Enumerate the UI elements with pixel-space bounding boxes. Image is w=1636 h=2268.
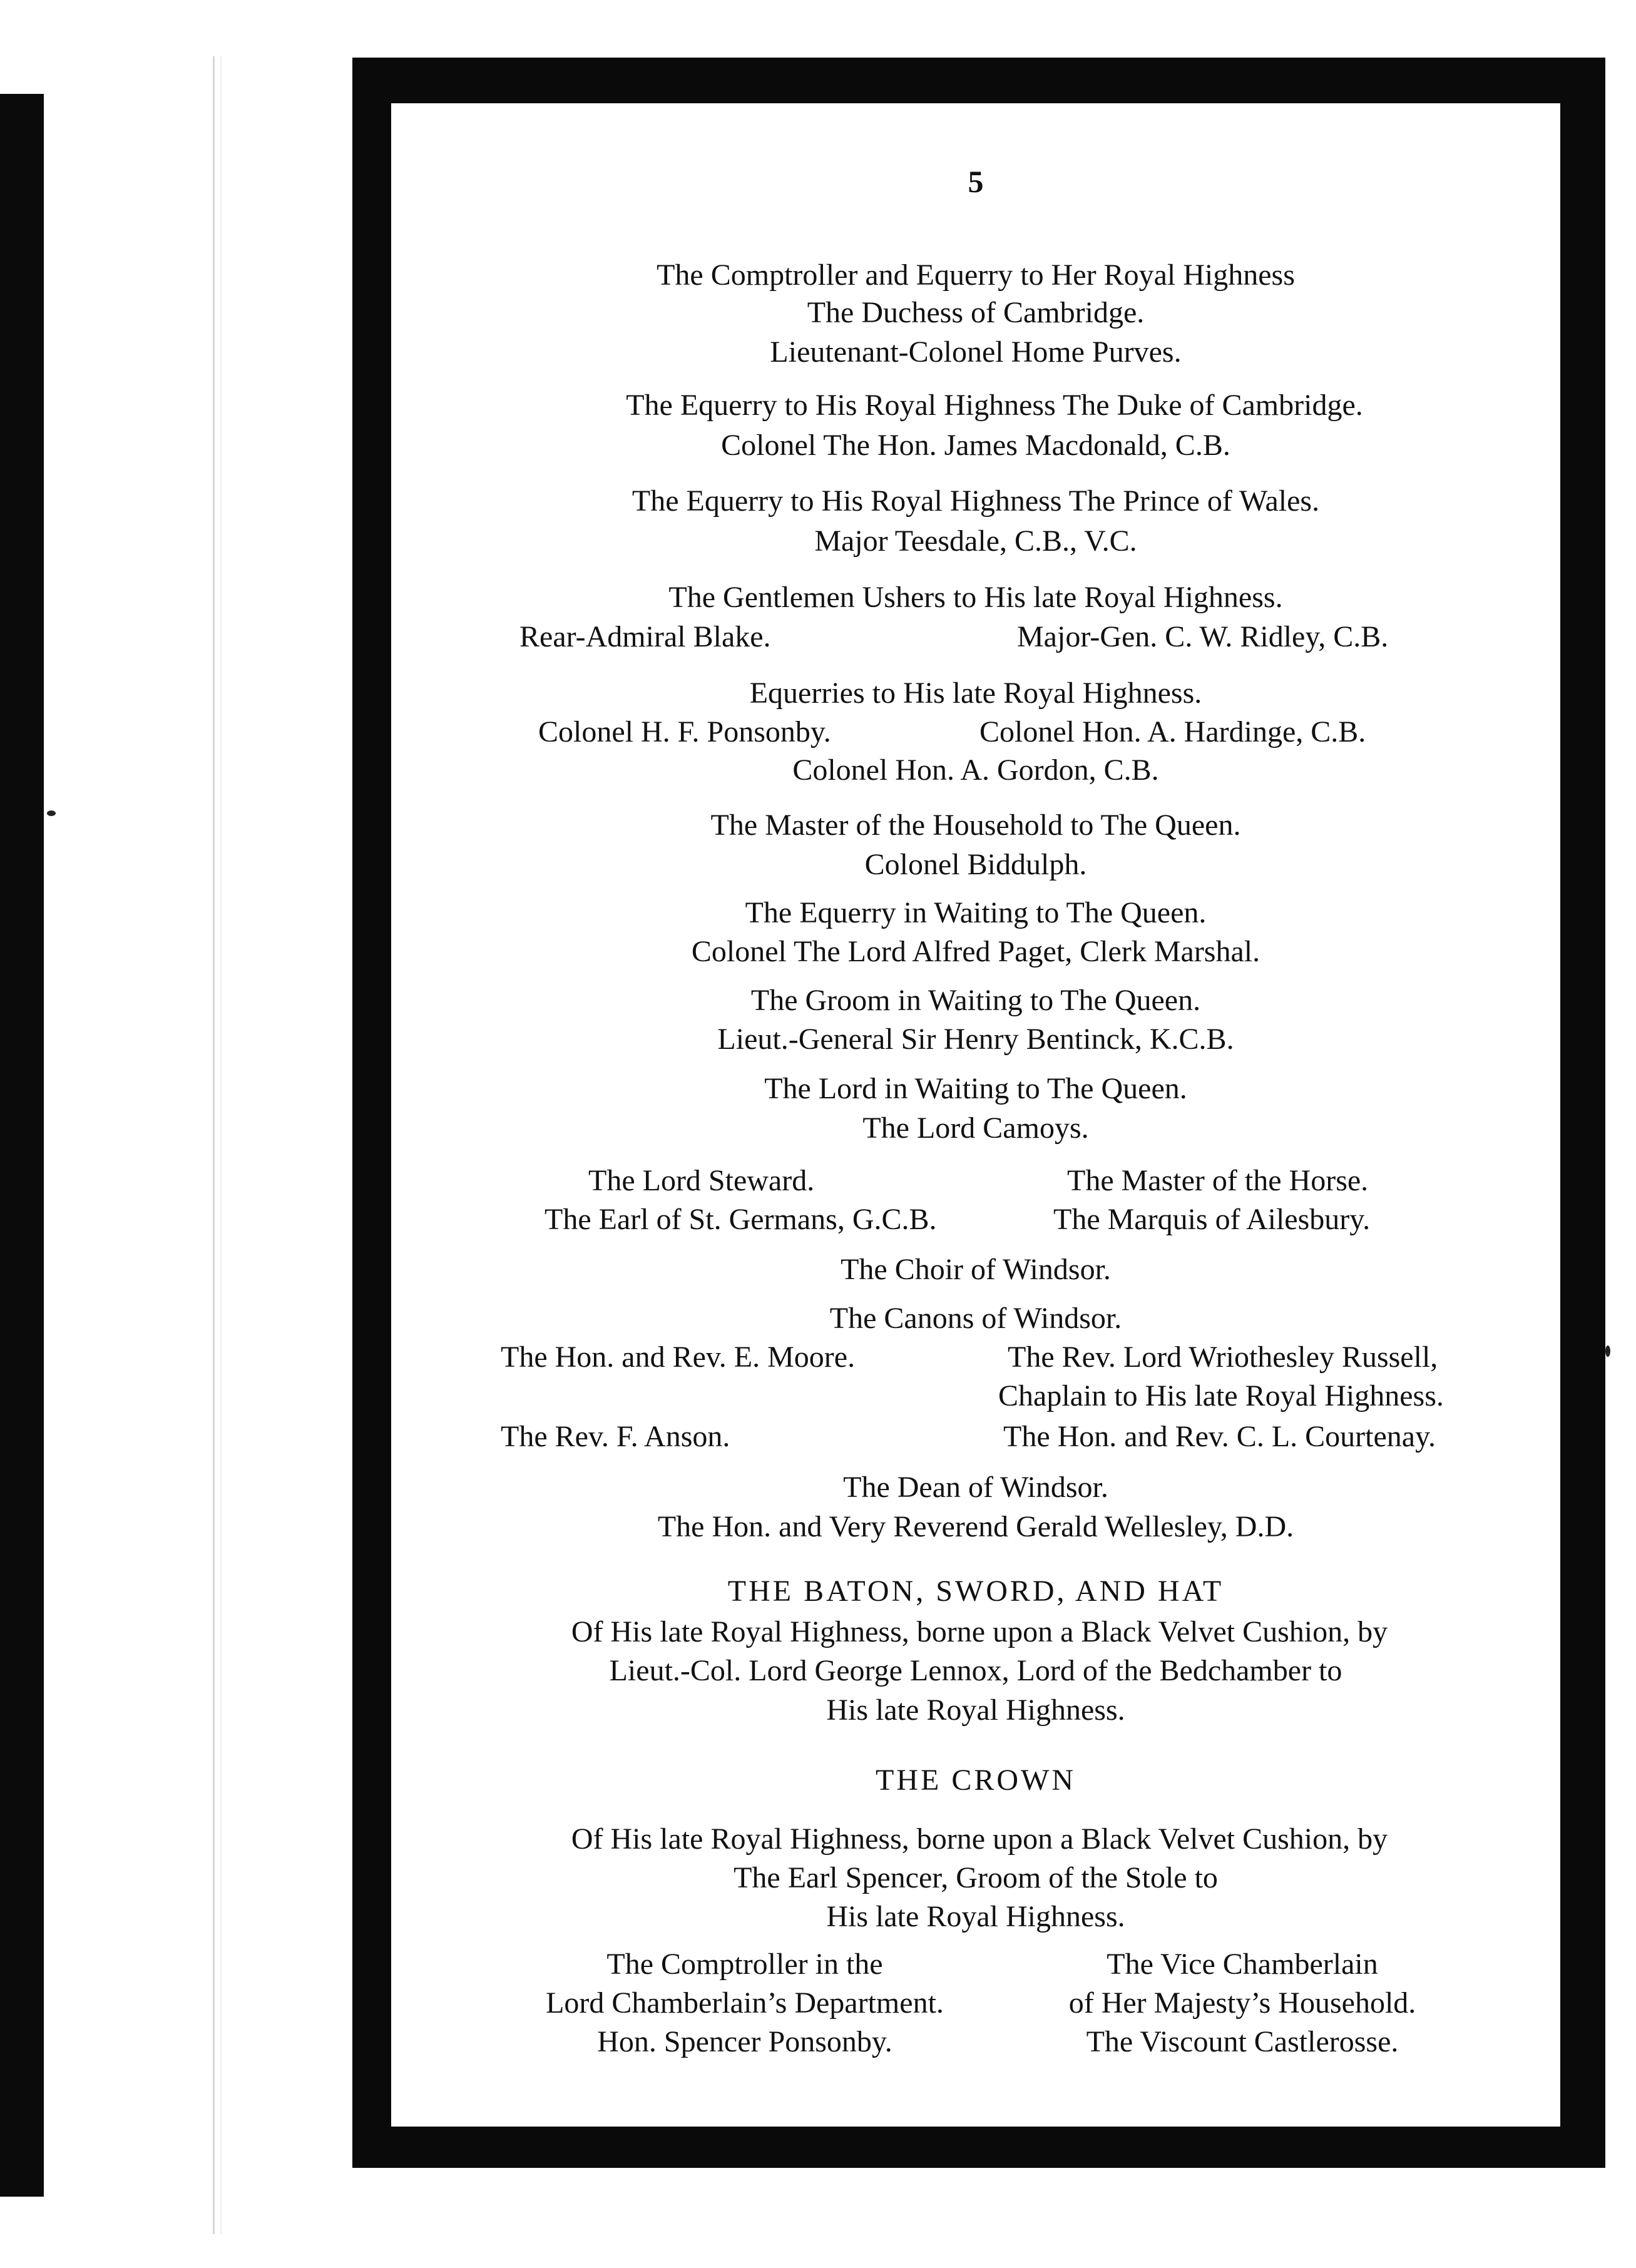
master-horse-title: The Master of the Horse. bbox=[1067, 1164, 1369, 1197]
canon-anson: The Rev. F. Anson. bbox=[501, 1420, 730, 1453]
scan-speck bbox=[47, 810, 56, 816]
vice-chamberlain-line: The Vice Chamberlain bbox=[1107, 1948, 1378, 1981]
entry-name: Major Teesdale, C.B., V.C. bbox=[814, 524, 1137, 558]
page-fold-line bbox=[213, 56, 215, 2234]
entry-title: Equerries to His late Royal Highness. bbox=[749, 677, 1202, 710]
lord-steward-name: The Earl of St. Germans, G.C.B. bbox=[544, 1203, 937, 1236]
entry-title: The Groom in Waiting to The Queen. bbox=[750, 984, 1201, 1017]
crown-line: The Earl Spencer, Groom of the Stole to bbox=[734, 1861, 1218, 1894]
baton-line: His late Royal Highness. bbox=[826, 1693, 1125, 1727]
comptroller-line: Lord Chamberlain’s Department. bbox=[546, 1986, 944, 2020]
entry-title: The Comptroller and Equerry to Her Royal Highness bbox=[657, 258, 1295, 292]
entry-title: The Lord in Waiting to The Queen. bbox=[764, 1072, 1187, 1105]
vice-chamberlain-line: of Her Majesty’s Household. bbox=[1068, 1986, 1416, 2020]
document-page bbox=[391, 103, 1560, 2127]
entry-name: Colonel Biddulph. bbox=[864, 848, 1087, 881]
lord-steward-title: The Lord Steward. bbox=[588, 1164, 815, 1197]
entry-title: The Equerry in Waiting to The Queen. bbox=[745, 896, 1207, 929]
dean-name: The Hon. and Very Reverend Gerald Wellesley, D.D. bbox=[657, 1510, 1294, 1543]
choir-line: The Choir of Windsor. bbox=[841, 1253, 1111, 1286]
crown-heading: THE CROWN bbox=[876, 1764, 1076, 1797]
crown-line: His late Royal Highness. bbox=[826, 1900, 1125, 1933]
entry-name: Lieutenant-Colonel Home Purves. bbox=[770, 335, 1182, 369]
page-edge-left bbox=[0, 94, 44, 2197]
usher-right: Major-Gen. C. W. Ridley, C.B. bbox=[1017, 620, 1389, 653]
canons-title: The Canons of Windsor. bbox=[829, 1302, 1122, 1335]
entry-title: The Master of the Household to The Queen. bbox=[710, 809, 1241, 842]
master-horse-name: The Marquis of Ailesbury. bbox=[1053, 1203, 1371, 1236]
baton-line: Lieut.-Col. Lord George Lennox, Lord of the Bedchamber to bbox=[609, 1654, 1342, 1687]
entry-title: The Duchess of Cambridge. bbox=[807, 296, 1145, 329]
entry-name: Colonel The Hon. James Macdonald, C.B. bbox=[721, 429, 1230, 462]
vice-chamberlain-line: The Viscount Castlerosse. bbox=[1086, 2025, 1399, 2058]
comptroller-line: Hon. Spencer Ponsonby. bbox=[597, 2025, 892, 2058]
entry-name: Lieut.-General Sir Henry Bentinck, K.C.B. bbox=[717, 1023, 1234, 1056]
equerry-right: Colonel Hon. A. Hardinge, C.B. bbox=[979, 715, 1366, 748]
entry-name: The Lord Camoys. bbox=[862, 1111, 1089, 1145]
entry-title: The Gentlemen Ushers to His late Royal Highness. bbox=[668, 581, 1283, 614]
entry-title: The Equerry to His Royal Highness The Prince of Wales. bbox=[631, 484, 1320, 518]
baton-line: Of His late Royal Highness, borne upon a Black Velvet Cushion, by bbox=[571, 1615, 1388, 1648]
canon-russell-role: Chaplain to His late Royal Highness. bbox=[998, 1379, 1444, 1412]
canon-russell: The Rev. Lord Wriothesley Russell, bbox=[1008, 1341, 1438, 1374]
canon-courtenay: The Hon. and Rev. C. L. Courtenay. bbox=[1003, 1420, 1436, 1453]
equerry-left: Colonel H. F. Ponsonby. bbox=[538, 715, 831, 748]
dean-title: The Dean of Windsor. bbox=[843, 1471, 1108, 1504]
entry-name: Colonel The Lord Alfred Paget, Clerk Marshal. bbox=[691, 935, 1260, 968]
comptroller-line: The Comptroller in the bbox=[606, 1948, 883, 1981]
scan-speck bbox=[1605, 1346, 1610, 1357]
entry-title: The Equerry to His Royal Highness The Duke of Cambridge. bbox=[626, 389, 1363, 422]
entry-name: Colonel Hon. A. Gordon, C.B. bbox=[792, 753, 1159, 787]
page-number: 5 bbox=[968, 164, 984, 199]
page-fold-line-secondary bbox=[220, 56, 222, 2234]
crown-line: Of His late Royal Highness, borne upon a Black Velvet Cushion, by bbox=[571, 1822, 1388, 1856]
canon-moore: The Hon. and Rev. E. Moore. bbox=[501, 1341, 856, 1374]
baton-heading: THE BATON, SWORD, AND HAT bbox=[727, 1575, 1224, 1608]
usher-left: Rear-Admiral Blake. bbox=[519, 620, 771, 653]
